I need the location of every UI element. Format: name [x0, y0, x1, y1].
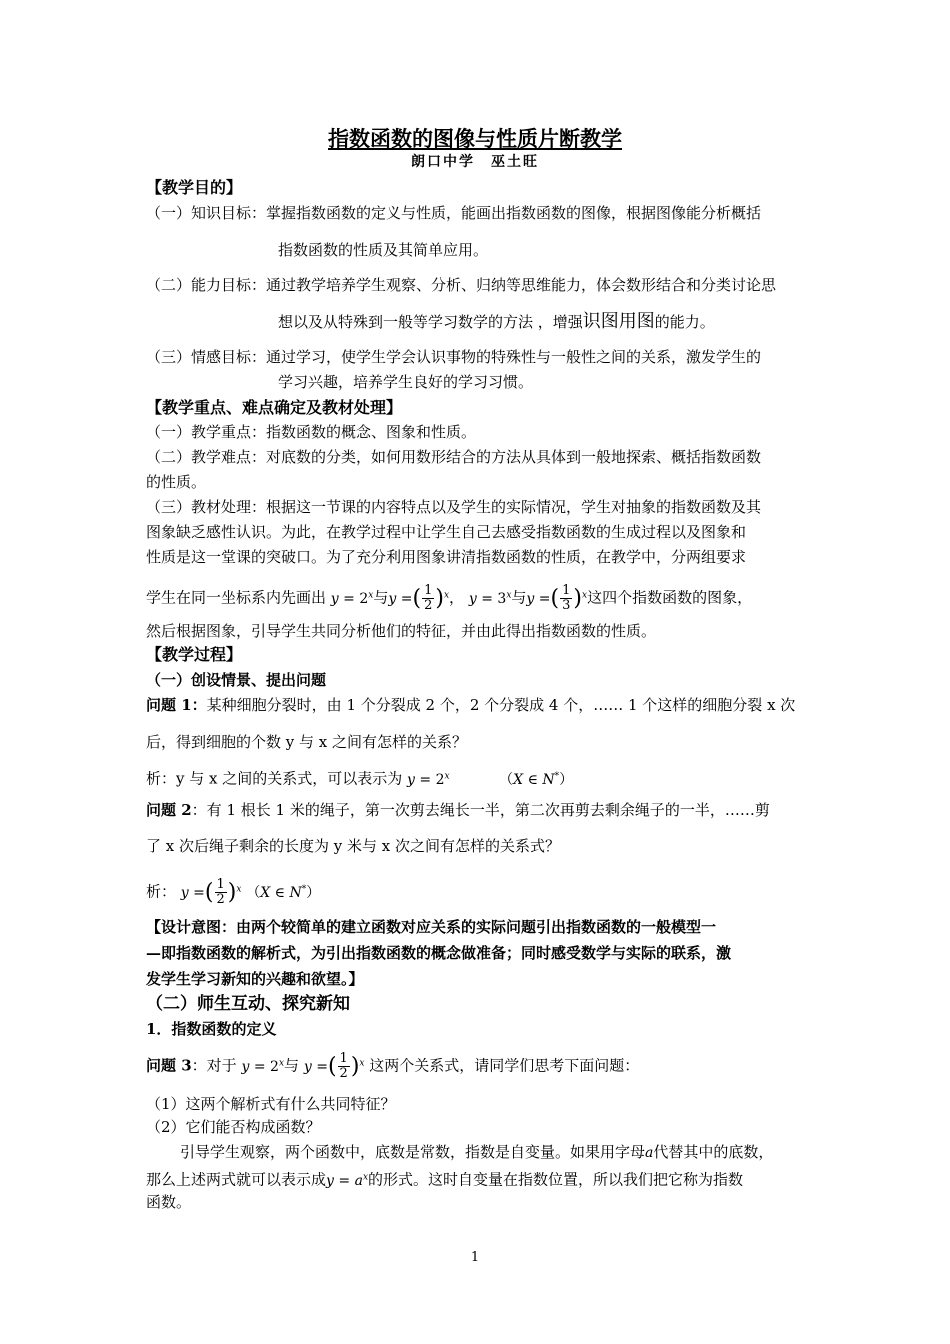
paragraph-line2-end: 的形式。这时自变量在指数位置，所以我们把它称为指数: [368, 1170, 744, 1189]
question2-line2: 了 x 次后绳子剩余的长度为 y 米与 x 次之间有怎样的关系式？: [146, 837, 561, 855]
author-line: 朗口中学 巫土旺: [411, 154, 539, 170]
page-number: 1: [470, 1250, 480, 1265]
question2-line1: [146, 800, 770, 820]
process-sub2: （二）师生互动、探究新知: [146, 994, 350, 1014]
material-line4-end: 这四个指数函数的图象，: [587, 588, 753, 607]
question1-line2: 后，得到细胞的个数 y 与 x 之间有怎样的关系？: [146, 733, 468, 751]
material-line3: 性质是这一堂课的突破口。为了充分利用图象讲清指数函数的性质，在教学中，分两组要求: [146, 548, 747, 566]
conj-and-1: 与: [373, 588, 389, 607]
goal2-line2: [278, 312, 715, 332]
material-line4-text: 学生在同一坐标系内先画出: [146, 588, 327, 607]
key-point: （一）教学重点：指数函数的概念、图象和性质。: [146, 423, 477, 441]
process-heading: 【教学过程】: [146, 645, 243, 664]
question3-item1: （1）这两个解析式有什么共同特征？: [146, 1095, 396, 1113]
material-line4: [146, 578, 752, 616]
design-intent-line1: 【设计意图：由两个较简单的建立函数对应关系的实际问题引出指数函数的一般模型一: [146, 918, 717, 936]
formula-y-ax: $y = a^x$: [326, 1172, 369, 1189]
paragraph-line1-text: 引导学生观察，两个函数中，底数是常数，指数是自变量。如果用字母: [180, 1143, 646, 1161]
difficulty-line2: 的性质。: [146, 473, 207, 491]
formula-y-2x-answer: y = 2$^x$: [407, 771, 450, 788]
goal2-emphasis: 识图用图: [582, 311, 655, 332]
formula-y-2x-q3: y = 2$^x$: [241, 1058, 285, 1075]
design-intent-line2: —即指数函数的解析式，为引出指数函数的概念做准备；同时感受数学与实际的联系，激: [146, 944, 732, 962]
question1-label: 问题 1：: [146, 696, 207, 714]
question3-text-c: 这两个关系式，请同学们思考下面问题：: [369, 1056, 640, 1075]
formula-y-3x: y = 3$^x$: [468, 590, 512, 607]
formula-y-half-x-q3: y =( $\frac{1}{2}$ )$^x$: [303, 1051, 365, 1082]
answer1: [146, 766, 573, 790]
question2-text: ：有 1 根长 1 米的绳子，第一次剪去绳长一半，第二次再剪去剩余绳子的一半，……剪: [191, 801, 770, 819]
key-heading: 【教学重点、难点确定及教材处理】: [146, 398, 403, 417]
formula-y-half-x-answer: y =( $\frac{1}{2}$ )$^x$: [180, 877, 242, 908]
paragraph-line1-end: 代替其中的底数，: [653, 1143, 774, 1161]
process-sub1: （一）创设情景、提出问题: [146, 671, 327, 689]
goal2-line1: （二）能力目标：通过教学培养学生观察、分析、归纳等思维能力，体会数形结合和分类讨论思: [146, 276, 777, 294]
material-line5: 然后根据图象，引导学生共同分析他们的特征，并由此得出指数函数的性质。: [146, 622, 657, 640]
material-line2: 图象缺乏感性认识。为此，在教学过程中让学生自己去感受指数函数的生成过程以及图象和: [146, 523, 747, 541]
question3-text-a: ：对于: [191, 1056, 237, 1075]
domain-n-star-2: （X ∈ N*）: [246, 884, 321, 901]
goal3-line1: （三）情感目标：通过学习，使学生学会认识事物的特殊性与一般性之间的关系，激发学生的: [146, 348, 762, 366]
goal2-line2-end: 的能力。: [654, 313, 715, 331]
conj-and-2: 与: [511, 588, 527, 607]
paragraph-line2: [146, 1167, 743, 1191]
question3-label: 问题 3: [146, 1056, 192, 1075]
question1-line1: [146, 695, 795, 715]
goal3-line2: 学习兴趣，培养学生良好的学习习惯。: [278, 373, 534, 391]
answer1-text: 析：y 与 x 之间的关系式，可以表示为: [146, 769, 403, 788]
goal1-line1: （一）知识目标：掌握指数函数的定义与性质，能画出指数函数的图像，根据图像能分析概括: [146, 204, 762, 222]
question3-line: [146, 1046, 639, 1084]
letter-a: a: [645, 1145, 654, 1161]
goal1-line2: 指数函数的性质及其简单应用。: [278, 241, 489, 259]
comma: ，: [449, 588, 465, 607]
domain-n-star-1: （X ∈ N*）: [499, 771, 574, 788]
answer2-text: 析：: [146, 882, 177, 901]
material-line1: （三）教材处理：根据这一节课的内容特点以及学生的实际情况，学生对抽象的指数函数及其: [146, 498, 762, 516]
answer2: [146, 872, 320, 910]
paragraph-line3: 函数。: [146, 1193, 192, 1211]
paragraph-line2-text: 那么上述两式就可以表示成: [146, 1170, 327, 1189]
formula-y-third-x: y =( $\frac{1}{3}$ )$^x$: [526, 583, 588, 614]
document-title: 指数函数的图像与性质片断教学: [328, 126, 622, 151]
difficulty-line1: （二）教学难点：对底数的分类，如何用数形结合的方法从具体到一般地探索、概括指数函数: [146, 448, 762, 466]
definition-heading: 1．指数函数的定义: [146, 1020, 277, 1038]
paragraph-line1: [180, 1142, 773, 1163]
question3-item2: （2）它们能否构成函数？: [146, 1118, 321, 1136]
goal2-line2-text: 想以及从特殊到一般等学习数学的方法 ，增强: [278, 313, 583, 331]
question1-text: 某种细胞分裂时，由 1 个分裂成 2 个，2 个分裂成 4 个，…… 1 个这样的细胞分裂 x 次: [206, 696, 796, 714]
design-intent-line3: 发学生学习新知的兴趣和欲望。】: [146, 970, 364, 988]
question2-label: 问题 2: [146, 801, 192, 819]
question3-and: 与: [284, 1056, 300, 1075]
formula-y-2x: y = 2$^x$: [330, 590, 374, 607]
goals-heading: 【教学目的】: [146, 178, 243, 197]
formula-y-half-x: y =( $\frac{1}{2}$ )$^x$: [388, 583, 450, 614]
